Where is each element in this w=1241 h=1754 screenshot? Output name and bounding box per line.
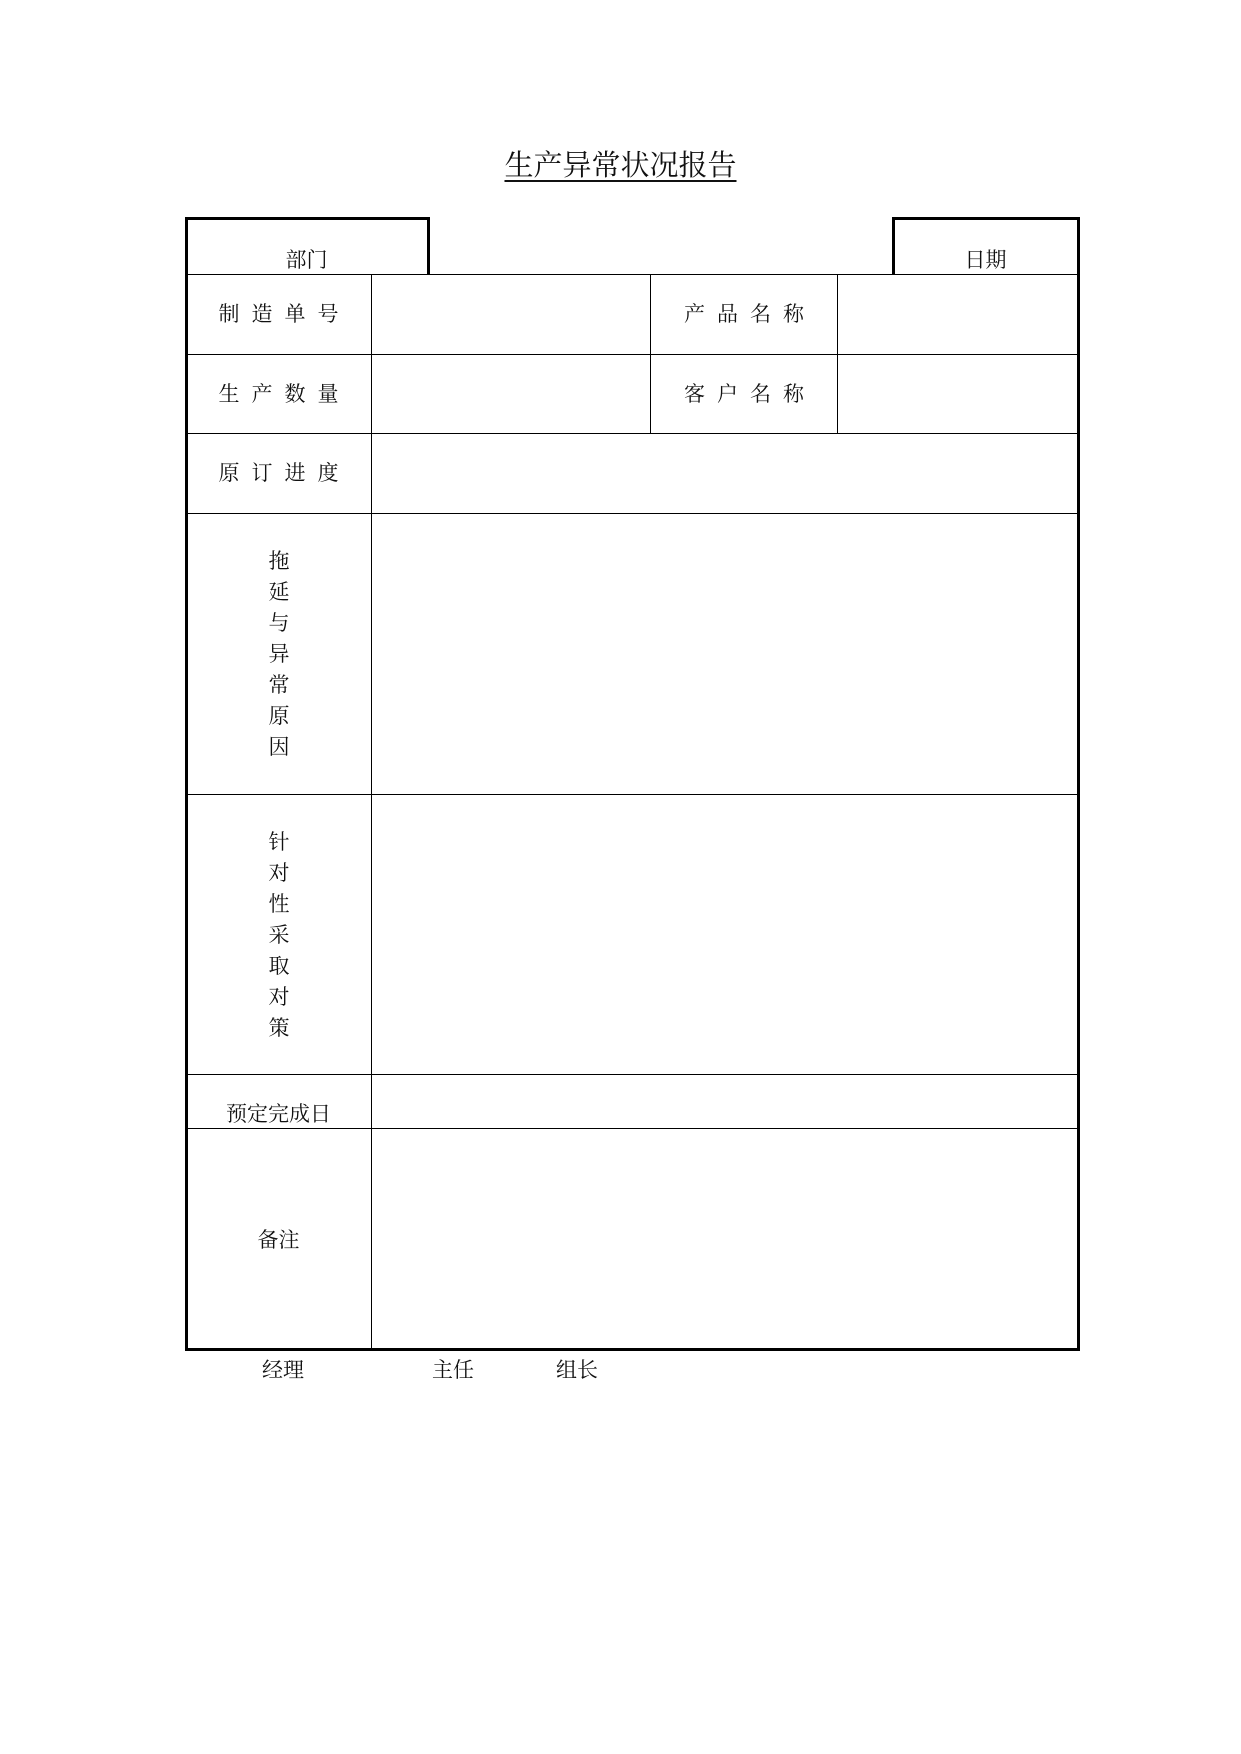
planned-completion-label: 预定完成日 — [226, 1102, 331, 1126]
date-field[interactable] — [894, 219, 1077, 239]
form-right-border — [1077, 217, 1080, 1351]
order-no-label: 制造单号 — [218, 302, 351, 326]
date-label: 日期 — [964, 248, 1007, 272]
countermeasures-label: 针 对 性 采 取 对 策 — [268, 830, 290, 1040]
order-no-field[interactable] — [372, 275, 650, 354]
product-name-label: 产品名称 — [684, 302, 816, 326]
remarks-field[interactable] — [372, 1129, 1077, 1348]
delay-reasons-field[interactable] — [372, 514, 1077, 794]
supervisor-signature-label: 主任 — [432, 1358, 474, 1382]
original-schedule-field[interactable] — [372, 434, 1077, 513]
dept-label: 部门 — [285, 248, 328, 272]
remarks-label: 备注 — [257, 1228, 300, 1252]
customer-name-field[interactable] — [838, 355, 1077, 433]
customer-name-label: 客户名称 — [684, 382, 816, 406]
dept-field[interactable] — [428, 219, 892, 274]
team-leader-signature-label: 组长 — [556, 1358, 598, 1382]
column-divider — [650, 274, 651, 434]
title-text: 生产异常状况报告 — [504, 148, 737, 182]
countermeasures-field[interactable] — [372, 795, 1077, 1074]
header-dept-top-border — [185, 217, 428, 220]
original-schedule-label: 原订进度 — [218, 461, 351, 485]
manager-signature-label: 经理 — [262, 1358, 304, 1382]
quantity-field[interactable] — [372, 355, 650, 433]
planned-completion-field[interactable] — [372, 1075, 1077, 1128]
delay-reasons-label: 拖 延 与 异 常 原 因 — [268, 549, 290, 759]
product-name-field[interactable] — [838, 275, 1077, 354]
form-bottom-border — [185, 1348, 1080, 1351]
quantity-label: 生产数量 — [218, 382, 351, 406]
